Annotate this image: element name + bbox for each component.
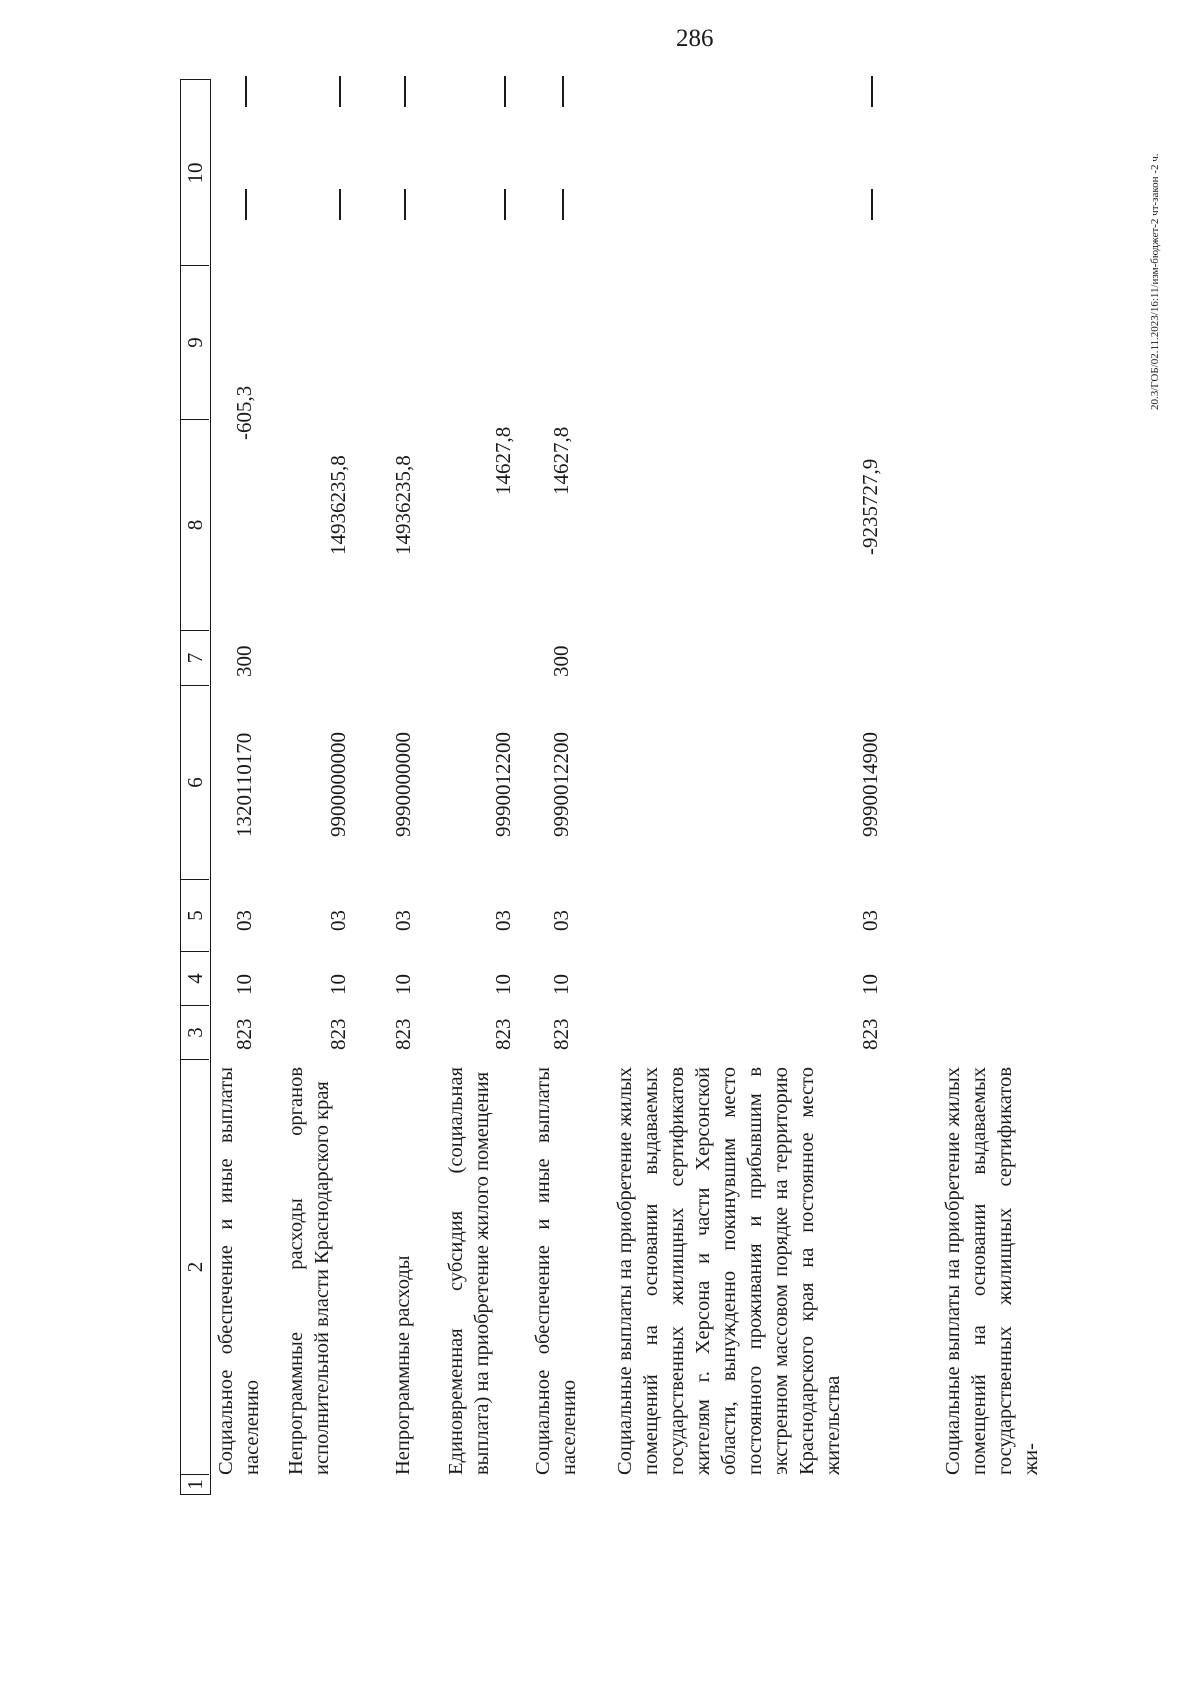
cell-col-8: 14936235,8 [326,455,350,555]
cell-col-5: 03 [549,910,573,931]
row-name: Социальное обеспечение и иные выплаты населению [215,1067,263,1475]
header-col-8: 8 [181,419,209,630]
document-footer-code: 20.3/ГОБ/02.11.2023/16:11/изм-бюджет-2 чт-закон -2 ч. [1149,153,1161,410]
cell-col-6: 9990012200 [491,732,515,837]
row-name: Социальное обеспечение и иные выплаты населению [532,1067,580,1475]
header-col-9: 9 [181,265,209,419]
cell-col-4: 10 [232,974,256,995]
cell-col-3: 823 [858,1018,882,1050]
header-col-5: 5 [181,879,209,951]
cell-col-3: 823 [491,1018,515,1050]
header-col-4: 4 [181,951,209,1005]
cell-col-4: 10 [326,974,350,995]
rotated-table [180,75,1180,1495]
cell-col-5: 03 [232,910,256,931]
row-name: Непрограммные расходы [392,1255,414,1475]
header-col-1: 1 [181,1474,209,1494]
row-name: Единовременная субсидия (социальная выплата) на приобретение жилого помещения [445,1067,493,1475]
cell-col-5: 03 [858,910,882,931]
cell-col-9-dash [562,189,564,220]
cell-col-7: 300 [549,645,573,677]
cell-col-10-dash [871,76,873,107]
header-col-3: 3 [181,1005,209,1059]
cell-col-9-dash [404,189,406,220]
cell-col-8: 14627,8 [549,426,573,495]
cell-col-9-dash [245,189,247,220]
cell-col-10-dash [404,76,406,107]
cell-col-4: 10 [391,974,415,995]
cell-col-8: -9235727,9 [858,458,882,555]
header-col-6: 6 [181,685,209,879]
cell-col-5: 03 [391,910,415,931]
row-name: Непрограммные расходы органов исполнительной власти Краснодарского края [285,1067,333,1475]
cell-col-9-dash [339,189,341,220]
page-number: 286 [676,25,714,52]
row-name: Социальные выплаты на приобретение жилых помещений на основании выдаваемых государственных жилищных сертификатов жи- [942,1067,1042,1475]
header-col-7: 7 [181,630,209,685]
table-header-row [180,79,211,1495]
cell-col-3: 823 [232,1018,256,1050]
cell-col-4: 10 [491,974,515,995]
cell-col-7: 300 [232,645,256,677]
cell-col-10-dash [245,76,247,107]
cell-col-6: 9900000000 [326,732,350,837]
cell-col-5: 03 [326,910,350,931]
row-name: Социальные выплаты на приобретение жилых помещений на основании выдаваемых государственных жилищных сертификатов жителям г. Херсона и части Херсонской области, вынужденно покинувшим место постоянного проживания и прибывшим в экстренном массовом порядке на территорию Краснодарского края на постоянное место жительства [614,1067,844,1475]
header-col-10: 10 [183,162,207,184]
cell-col-4: 10 [549,974,573,995]
cell-col-3: 823 [326,1018,350,1050]
cell-col-4: 10 [858,974,882,995]
cell-col-10-dash [339,76,341,107]
cell-col-3: 823 [391,1018,415,1050]
cell-col-6: 9990014900 [858,732,882,837]
cell-col-3: 823 [549,1018,573,1050]
cell-col-5: 03 [491,910,515,931]
header-col-2: 2 [181,1059,209,1474]
cell-col-6: 9990012200 [549,732,573,837]
cell-col-8: -605,3 [232,385,256,440]
cell-col-10-dash [504,76,506,107]
cell-col-6: 9990000000 [391,732,415,837]
cell-col-10-dash [562,76,564,107]
cell-col-8: 14627,8 [491,426,515,495]
cell-col-9-dash [871,189,873,220]
cell-col-6: 1320110170 [232,732,256,837]
cell-col-9-dash [504,189,506,220]
cell-col-8: 14936235,8 [391,455,415,555]
